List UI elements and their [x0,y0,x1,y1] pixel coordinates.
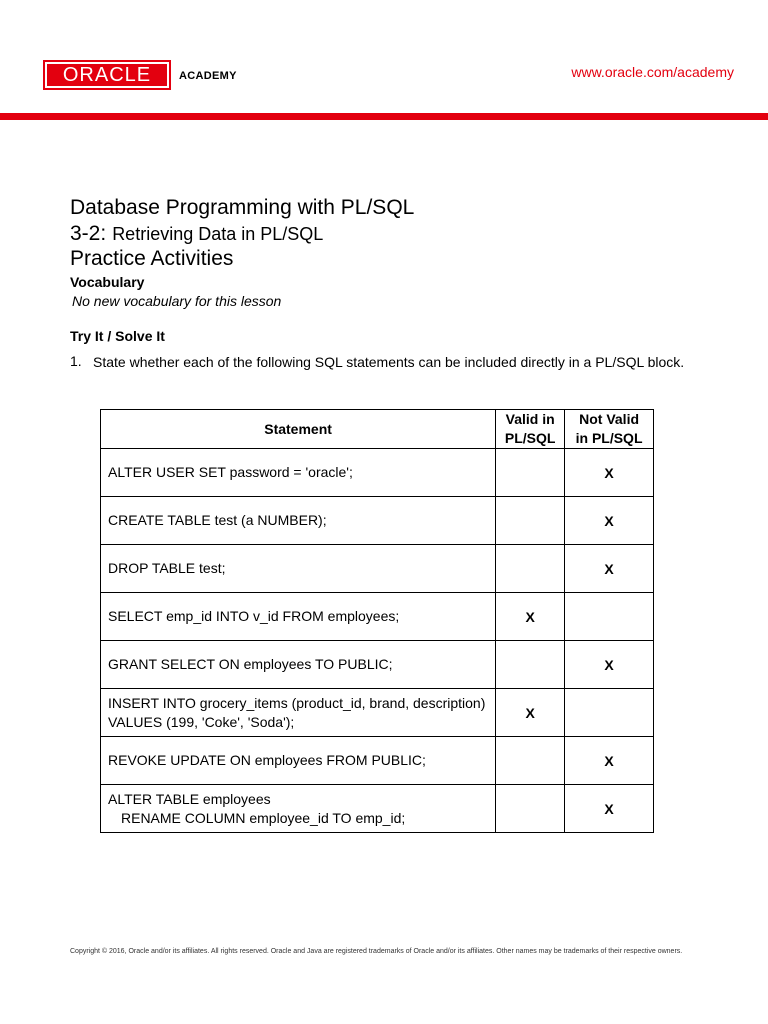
lesson-title [70,222,323,246]
table-row [101,497,654,545]
academy-label: ACADEMY [179,70,237,82]
table-row [101,689,654,737]
header-statement: Statement [101,410,496,449]
statement-line: ALTER TABLE employees [108,790,271,807]
not-valid-cell [565,689,654,737]
table-row [101,785,654,833]
not-valid-cell: X [565,545,654,593]
not-valid-cell: X [565,785,654,833]
statement-cell: CREATE TABLE test (a NUMBER); [101,497,496,545]
statement-cell: SELECT emp_id INTO v_id FROM employees; [101,593,496,641]
question-text: State whether each of the following SQL statements can be included directly in a PL/SQL block. [93,354,685,370]
not-valid-cell: X [565,641,654,689]
valid-cell: X [496,593,565,641]
oracle-logo: ORACLE [45,62,169,88]
statement-cell: INSERT INTO grocery_items (product_id, brand, description) VALUES (199, 'Coke', 'Soda'); [101,689,496,737]
statement-cell [101,785,496,833]
not-valid-cell: X [565,497,654,545]
not-valid-cell [565,593,654,641]
lesson-number: 3-2: [70,222,107,245]
valid-cell: X [496,689,565,737]
course-title: Database Programming with PL/SQL [70,196,415,219]
table-row [101,449,654,497]
statement-cell: ALTER USER SET password = 'oracle'; [101,449,496,497]
vocabulary-text: No new vocabulary for this lesson [72,293,282,309]
valid-cell [496,737,565,785]
valid-cell [496,449,565,497]
statement-cell: GRANT SELECT ON employees TO PUBLIC; [101,641,496,689]
table-row [101,737,654,785]
table-row [101,545,654,593]
valid-cell [496,641,565,689]
table-row [101,641,654,689]
copyright-footer: Copyright © 2016, Oracle and/or its affiliates. All rights reserved. Oracle and Java are registered trademarks of Oracle and/or its affiliates. Other names may be trademarks of their respective owners. [70,948,683,955]
table-header-row [101,410,654,449]
header-divider [0,113,768,120]
statement-cell: REVOKE UPDATE ON employees FROM PUBLIC; [101,737,496,785]
section-title: Practice Activities [70,247,234,270]
try-it-heading: Try It / Solve It [70,328,165,344]
valid-cell [496,545,565,593]
not-valid-cell: X [565,737,654,785]
valid-cell [496,785,565,833]
statement-cell: DROP TABLE test; [101,545,496,593]
question-number: 1. [70,353,82,369]
lesson-name: Retrieving Data in PL/SQL [112,224,324,244]
academy-url-link[interactable]: www.oracle.com/academy [571,64,734,80]
header-valid: Valid in PL/SQL [496,410,565,449]
statements-table [100,409,654,833]
table-row [101,593,654,641]
statement-line: RENAME COLUMN employee_id TO emp_id; [121,809,406,826]
header-not-valid: Not Valid in PL/SQL [565,410,654,449]
vocabulary-heading: Vocabulary [70,274,145,290]
not-valid-cell: X [565,449,654,497]
valid-cell [496,497,565,545]
